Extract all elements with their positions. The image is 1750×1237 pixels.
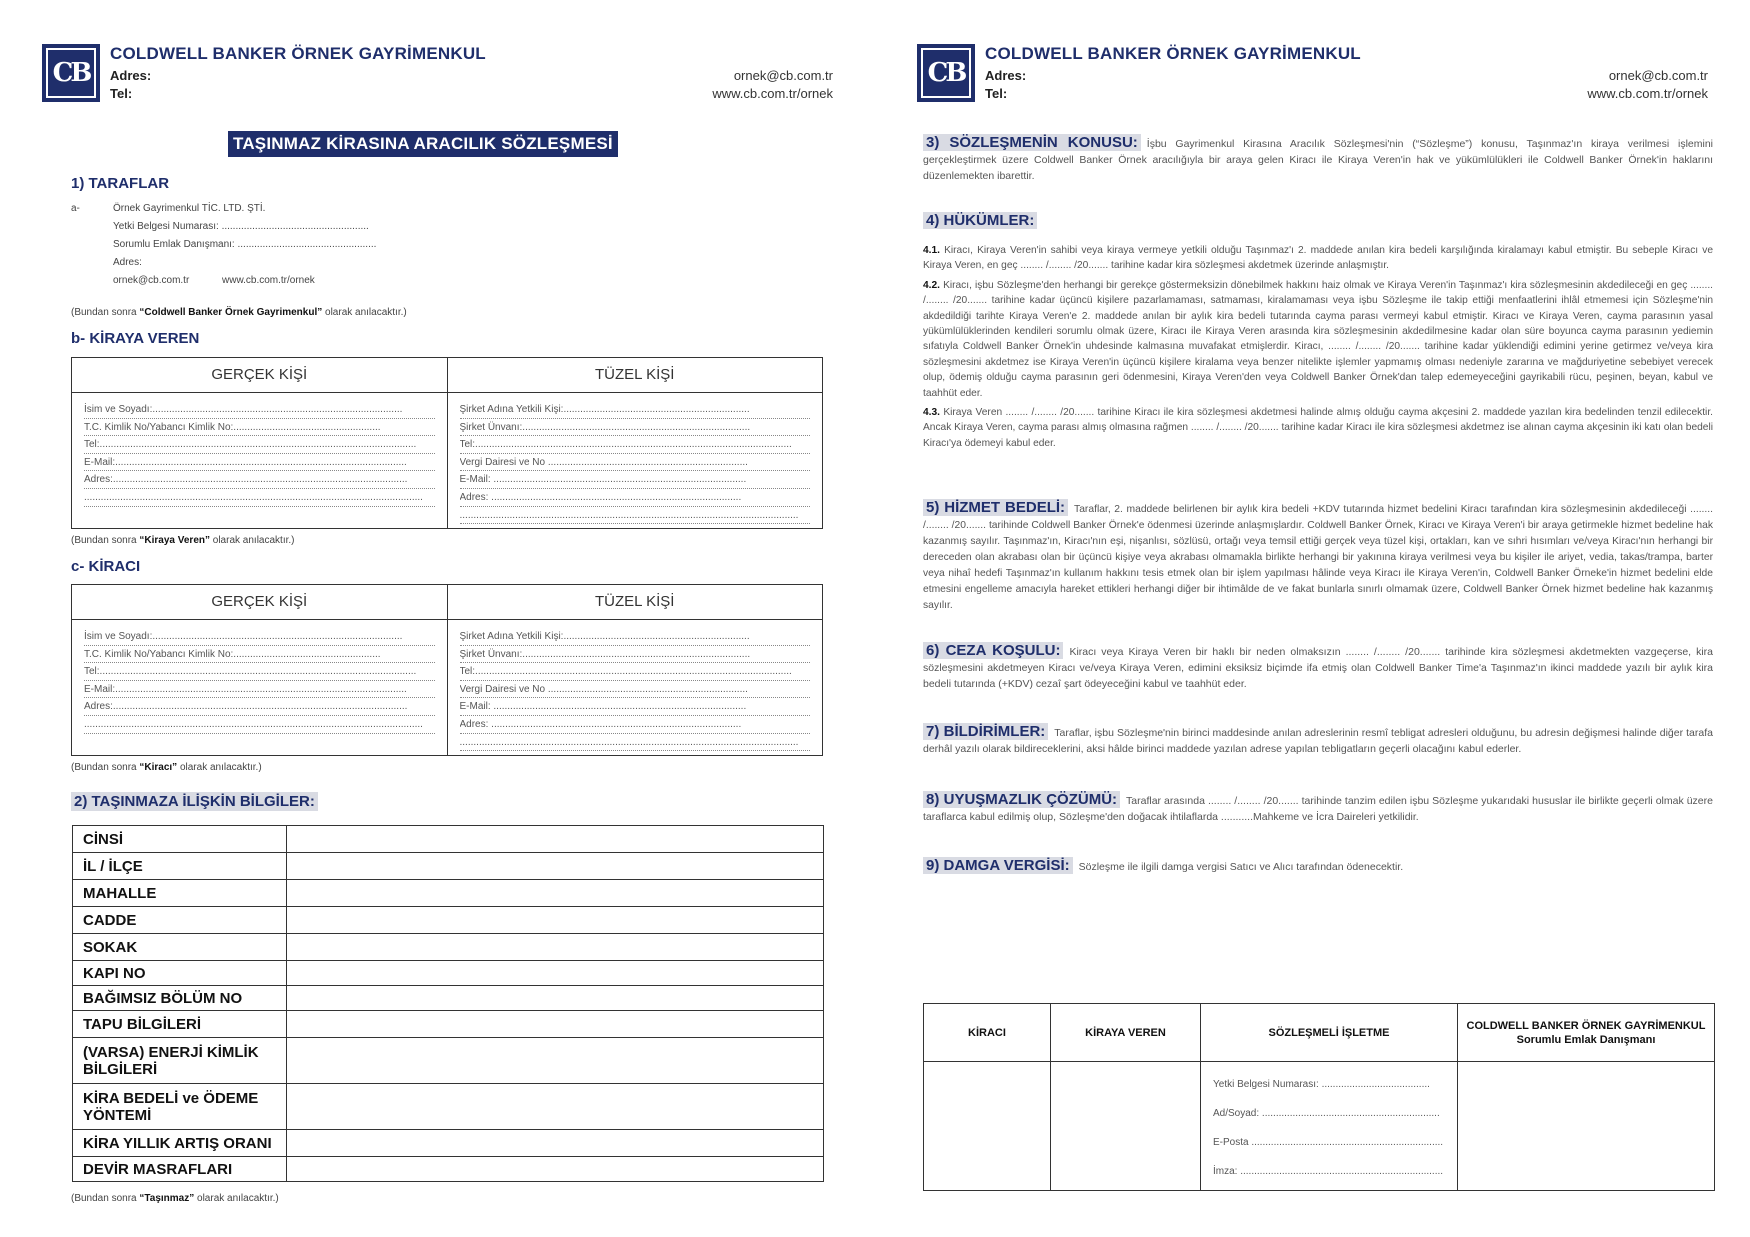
landlord-phone-field[interactable]: Tel:.................................................................................................................. [84,436,435,454]
tenant-name-field[interactable]: İsim ve Soyadı:.......................................................................................... [84,628,435,646]
neighborhood-label: MAHALLE [73,880,287,907]
annual-increase-label: KİRA YILLIK ARTIŞ ORANI [73,1130,287,1157]
table-row [73,986,824,1011]
phone-label: Tel: [985,86,1008,101]
deed-info-label: TAPU BİLGİLERİ [73,1011,287,1038]
section-4 [923,213,1713,230]
sig-name-field[interactable]: Ad/Soyad: ................................................................ [1213,1108,1440,1119]
address-label: Adres: [110,68,152,83]
table-row [73,1011,824,1038]
section-4-items [923,243,1713,451]
tenant-address-line-2[interactable]: .......................................................................................................................... [84,716,435,734]
section-c-heading: c- KİRACI [71,558,141,575]
section-3-text: İşbu Gayrimenkul Kirasına Aracılık Sözleşmesi'nin (“Sözleşme”) konusu, Taşınmaz'ın kiraya verilmesi işlemini gerçekleştirmek üzere Coldwell Banker Örnek aracılığıyla bir araya gelen Kiracı ile Kiraya Veren'in hak ve yükümlülükleri ile Coldwell Banker Örnek'in haklarını düzenlemekten ibarettir. [923,138,1714,182]
energy-id-label: (VARSA) ENERJİ KİMLİK BİLGİLERİ [73,1038,287,1084]
landlord-real-person-header: GERÇEK KİŞİ [211,366,308,383]
landlord-tax-office-field[interactable]: Vergi Dairesi ve No ........................................................................ [460,454,811,472]
landlord-address-field[interactable]: Adres:.......................................................................................................... [84,471,435,489]
header-email: ornek@cb.com.tr [733,68,833,83]
tenant-table [71,584,823,756]
logo-text: CB [52,58,90,88]
table-row [73,934,824,961]
table-row [73,853,824,880]
landlord-company-email-field[interactable]: E-Mail: ........................................................................................... [460,471,811,489]
section-9 [923,858,1713,875]
section-6 [923,643,1713,692]
address-label: Adres: [985,68,1027,83]
transfer-costs-value[interactable] [287,1157,824,1182]
section-7-text: Taraflar, işbu Sözleşme'nin birinci maddesinde anılan adreslerinin resmî tebligat adresleri olduğunu, bu adresin değişmesi halinde diğer tarafa derhâl yazılı olarak bildireceklerini, aksi hâlde birinci maddede yazılan adrese yapılan tebligatların geçerli olacağını kabul ederler. [923,727,1713,755]
energy-id-value[interactable] [287,1038,824,1084]
landlord-authorized-person-field[interactable]: Şirket Adına Yetkili Kişi:................................................................... [460,401,811,419]
table-row [73,1157,824,1182]
landlord-legal-entity-header: TÜZEL KİŞİ [447,358,823,392]
signature-landlord-box[interactable] [1051,1062,1200,1190]
page-right [875,0,1750,1237]
tenant-company-address-line-2[interactable]: .......................................................................................................................... [460,734,811,752]
clause-4-3: 4.3. Kiraya Veren ........ /........ /20....... tarihine Kiracı ile kira sözleşmesi akdetmesi halinde almış olduğu cayma akçesini 2. maddede yazılan kira bedelinden tenzil edilecektir. Ancak Kiraya Veren, cayma parası almış olmasına rağmen ........ /........ /20....... tarihine kadar Kiracı ile kira sözleşmesi akdetmez ise alınan cayma akçesinin iki katı olan bedeli Kiracı'ya ödemeyi kabul eder. [923,407,1713,449]
section-8-heading: 8) UYUŞMAZLIK ÇÖZÜMÜ: [923,791,1120,808]
party-a-marker: a- [71,203,80,214]
province-district-label: İL / İLÇE [73,853,287,880]
section-2-heading: 2) TAŞINMAZA İLİŞKİN BİLGİLER: [71,792,318,811]
section-5-heading: 5) HİZMET BEDELİ: [923,499,1068,516]
party-a-company: Örnek Gayrimenkul TİC. LTD. ŞTİ. [113,203,266,214]
table-row [73,907,824,934]
door-no-value[interactable] [287,961,824,986]
deed-info-value[interactable] [287,1011,824,1038]
section-9-text: Sözleşme ile ilgili damga vergisi Satıcı ve Alıcı tarafından ödenecektir. [1078,861,1404,873]
signature-tenant-box[interactable] [924,1062,1050,1190]
sig-signature-field[interactable]: İmza: ......................................................................... [1213,1166,1444,1177]
clause-4-1: 4.1. Kiracı, Kiraya Veren'in sahibi veya kiraya vermeye yetkili olduğu Taşınmaz'ı 2. maddede anılan kira bedeli karşılığında kiralamayı kabul etmiştir. Bu sebeple Kiracı ve Kiraya Veren, en geç ........ /........ /20....... tarihine kadar kira sözleşmesi akdetmek üzerinde anlaşmıştır. [923,245,1713,272]
signature-agent-box[interactable] [1458,1062,1714,1190]
tenant-company-email-field[interactable]: E-Mail: ........................................................................................... [460,698,811,716]
header-website: www.cb.com.tr/ornek [1587,86,1708,101]
party-a-address: Adres: [113,257,142,268]
agent-header-company: COLDWELL BANKER ÖRNEK GAYRİMENKUL [1466,1019,1706,1032]
section-5-text: Taraflar, 2. maddede belirlenen bir aylık kira bedeli +KDV tutarında hizmet bedelini Kiracı tarafından kira sözleşmesinin akdedileceği ........ /........ /20....... tarihinde Coldwell Banker Örnek'e ödenmesi üzerinde anlaşmışlardır. Coldwell Banker Örnek, Kiracı ve Kiraya Veren'i bir araya getirmekle hizmet bedeline hak kazanmış sayılır. Taşınmaz'ın, Kiracı'nın eşi, nişanlısı, sözlüsü, ortağı veya temsil ettiği gerçek veya tüzel kişi, ortakları, kan ve sıhri hısımları ve/veya Kiracı'nın herhangi bir dereceden olan akrabası olan bir üçüncü kişiye veya akrabası olmamakla birlikte herhangi bir yakınına kiraya verilmesi veya bu kişiler ile ariyet, vedia, takas/trampa, barter veya nihaî hedefi Taşınmaz'ın kullanım hakkını tesis etmek olan bir işlem yapılması hâlinde veya Kiracı ile Kiraya Veren'in, Coldwell Banker Örneke'in hizmet bedelini elde etmesini engelleme amacıyla hareket ettikleri herhangi diğer bir ihtimâlde de ve fakat bunlarla sınırlı olmamak üzere, Coldwell Banker Örnek hizmet bedeline hak kazanmış sayılır. [923,504,1713,611]
section-4-heading: 4) HÜKÜMLER: [923,212,1037,229]
property-type-value[interactable] [287,826,824,853]
tenant-company-address-field[interactable]: Adres: .......................................................................................... [460,716,811,734]
signature-business-box [1201,1062,1457,1190]
section-6-heading: 6) CEZA KOŞULU: [923,642,1063,659]
section-7 [923,724,1713,757]
section-b-heading: b- KİRAYA VEREN [71,330,200,347]
table-row [73,826,824,853]
tenant-company-phone-field[interactable]: Tel:.................................................................................................................. [460,663,811,681]
table-row [73,1038,824,1084]
unit-no-value[interactable] [287,986,824,1011]
rent-payment-label: KİRA BEDELİ ve ÖDEME YÖNTEMİ [73,1084,287,1130]
signature-business-header: SÖZLEŞMELİ İŞLETME [1201,1004,1457,1062]
table-row [73,1130,824,1157]
note-landlord: (Bundan sonra “Kiraya Veren” olarak anılacaktır.) [71,535,295,546]
tenant-authorized-person-field[interactable]: Şirket Adına Yetkili Kişi:................................................................... [460,628,811,646]
party-a-license: Yetki Belgesi Numarası: ..................................................... [113,221,369,232]
landlord-address-line-2[interactable]: .......................................................................................................................... [84,489,435,507]
header-email: ornek@cb.com.tr [1608,68,1708,83]
logo-text: CB [927,58,965,88]
signature-agent-header [1458,1004,1714,1062]
landlord-company-title-field[interactable]: Şirket Ünvanı:.................................................................................. [460,419,811,437]
header-website: www.cb.com.tr/ornek [712,86,833,101]
landlord-name-field[interactable]: İsim ve Soyadı:.......................................................................................... [84,401,435,419]
tenant-real-person-header: GERÇEK KİŞİ [211,593,308,610]
phone-label: Tel: [110,86,133,101]
document-title: TAŞINMAZ KİRASINA ARACILIK SÖZLEŞMESİ [228,131,618,157]
tenant-company-title-field[interactable]: Şirket Ünvanı:.................................................................................. [460,646,811,664]
tenant-tax-office-field[interactable]: Vergi Dairesi ve No ........................................................................ [460,681,811,699]
tenant-legal-entity-header: TÜZEL KİŞİ [447,585,823,619]
rent-payment-value[interactable] [287,1084,824,1130]
table-row [73,961,824,986]
party-a-email: ornek@cb.com.tr [113,275,190,286]
section-3-heading: 3) SÖZLEŞMENİN KONUSU: [923,134,1141,151]
section-1-heading: 1) TARAFLAR [71,175,170,192]
section-8 [923,792,1713,825]
province-district-value[interactable] [287,853,824,880]
note-property: (Bundan sonra “Taşınmaz” olarak anılacaktır.) [71,1193,279,1204]
transfer-costs-label: DEVİR MASRAFLARI [73,1157,287,1182]
tenant-address-field[interactable]: Adres:.......................................................................................................... [84,698,435,716]
note-coldwell: (Bundan sonra “Coldwell Banker Örnek Gayrimenkul” olarak anılacaktır.) [71,307,407,318]
table-row [73,1084,824,1130]
door-no-label: KAPI NO [73,961,287,986]
note-tenant: (Bundan sonra “Kiracı” olarak anılacaktır.) [71,762,262,773]
landlord-email-field[interactable]: E-Mail:......................................................................................................... [84,454,435,472]
coldwell-banker-logo [917,44,975,102]
agent-header-role: Sorumlu Emlak Danışmanı [1516,1033,1656,1046]
company-name: COLDWELL BANKER ÖRNEK GAYRİMENKUL [985,44,1361,63]
landlord-table [71,357,823,529]
annual-increase-value[interactable] [287,1130,824,1157]
unit-no-label: BAĞIMSIZ BÖLÜM NO [73,986,287,1011]
party-a-website: www.cb.com.tr/ornek [222,275,315,286]
section-8-text: Taraflar arasında ........ /........ /20....... tarihinde tanzim edilen işbu Sözleşme yukarıdaki hususlar ile birlikte geçerli olmak üzere taraflarca kabul edilmiş olup, Sözleşme'den doğacak ihtilaflarda ...........Mahkeme ve İcra Daireleri yetkilidir. [923,795,1713,823]
party-a-agent: Sorumlu Emlak Danışmanı: .................................................. [113,239,377,250]
section-5 [923,500,1713,614]
letterhead [917,44,1708,104]
section-7-heading: 7) BİLDİRİMLER: [923,723,1048,740]
clause-4-2: 4.2. Kiracı, işbu Sözleşme'den herhangi bir gerekçe göstermeksizin dönebilmek hakkını haiz olmak ve Kiraya Veren'in Taşınmaz'ı kira sözleşmesinin akdedileceği en geç ........ /........ /20....... tarihine kadar üçüncü kişilere pazarlamaması, satmaması, kiralamaması veya işbu Sözleşme ile takip ettiği menfaatlerini ihlâl etmemesi için Sözleşme'nin akdedildiği tarihte Kiraya Veren'e 2. maddede anılan bir aylık kira bedeli tutarında cayma parası vermeyi kabul etmiştir. Kiracı ve Kiraya Veren, cayma parasının yasal yükümlülüklerinden kendileri sorumlu olmak üzere, Kiracı ile Kiraya Veren arasında kira sözleşmesinin akdedilmesine kadar olan süre boyunca cayma parasının yediemin sıfatıyla Coldwell Banker Örnek'in uhdesinde kalmasına muvafakat etmişlerdir. Kiracı, ........ /........ /20....... tarihine kadar yüklendiği edimini yerine getirmez ve/veya kira sözleşmesini akdetmez ise Kiraya Veren'in üçüncü kişilere kiralama veya benzer nitelikte işlemler yapmamış olması nedeniyle zararına ve mağduriyetine sebebiyet verecek olup, ödemiş olduğu cayma parasının geri ödenmesini, Kiraya Veren'den veya Coldwell Banker Örnek'dan talep edemeyeceğini gayrikabili rücu, peşinen, beyan, kabul ve taahhüt eder. [923,279,1713,399]
sig-email-field[interactable]: E-Posta ..................................................................... [1213,1137,1444,1148]
signature-landlord-header: KİRAYA VEREN [1051,1004,1200,1062]
street-label: SOKAK [73,934,287,961]
tenant-email-field[interactable]: E-Mail:......................................................................................................... [84,681,435,699]
tenant-phone-field[interactable]: Tel:.................................................................................................................. [84,663,435,681]
section-9-heading: 9) DAMGA VERGİSİ: [923,857,1073,874]
avenue-value[interactable] [287,907,824,934]
property-type-label: CİNSİ [73,826,287,853]
signature-tenant-header: KİRACI [924,1004,1050,1062]
avenue-label: CADDE [73,907,287,934]
table-row [73,880,824,907]
coldwell-banker-logo [42,44,100,102]
letterhead [42,44,833,104]
landlord-id-field[interactable]: T.C. Kimlik No/Yabancı Kimlik No:..................................................... [84,419,435,437]
street-value[interactable] [287,934,824,961]
landlord-company-address-line-2[interactable]: .......................................................................................................................... [460,507,811,525]
section-6-text: Kiracı veya Kiraya Veren bir haklı bir neden olmaksızın ........ /........ /20....... tarihinde kira sözleşmesi akdetmekten vazgeçerse, kira sözleşmesini akdetmeyen Kiracı ve/veya Kiraya Veren, edimini eksiksiz biçimde ifa etmiş olan Coldwell Banker Time'a Taşınmaz'ın ikinci maddede yazılı bir aylık kira bedeli tutarında (+KDV) cezaî şart ödeyeceğini kabul ve taahhüt eder. [923,646,1713,690]
landlord-company-address-field[interactable]: Adres: .......................................................................................... [460,489,811,507]
company-name: COLDWELL BANKER ÖRNEK GAYRİMENKUL [110,44,486,63]
property-info-table [72,825,824,1182]
tenant-id-field[interactable]: T.C. Kimlik No/Yabancı Kimlik No:..................................................... [84,646,435,664]
landlord-company-phone-field[interactable]: Tel:.................................................................................................................. [460,436,811,454]
sig-license-field[interactable]: Yetki Belgesi Numarası: ....................................... [1213,1079,1430,1090]
neighborhood-value[interactable] [287,880,824,907]
signature-table [923,1003,1715,1191]
section-3 [923,135,1713,184]
